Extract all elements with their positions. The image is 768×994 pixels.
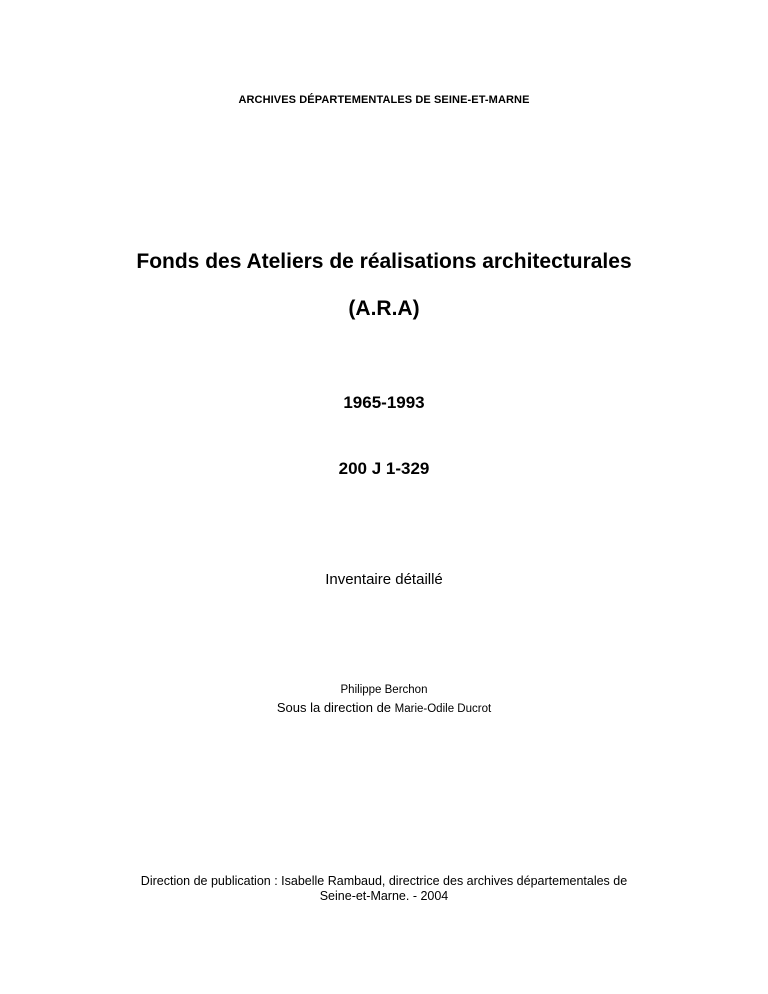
direction-credit [0,700,768,715]
director-name: Marie-Odile Ducrot [394,703,492,715]
institution-header: ARCHIVES DÉPARTEMENTALES DE SEINE-ET-MARNE [238,94,530,106]
direction-prefix: Sous la direction de [276,700,392,715]
date-range: 1965-1993 [343,393,425,412]
document-type: Inventaire détaillé [325,571,443,588]
archive-reference: 200 J 1-329 [338,459,430,478]
publication-line-2: Seine-et-Marne. - 2004 [319,889,449,903]
document-title: Fonds des Ateliers de réalisations architecturales [136,250,632,273]
author-name: Philippe Berchon [340,684,428,696]
document-acronym: (A.R.A) [348,297,420,320]
publication-credit [0,874,768,904]
publication-line-1: Direction de publication : Isabelle Rambaud, directrice des archives départementales de [140,874,628,888]
